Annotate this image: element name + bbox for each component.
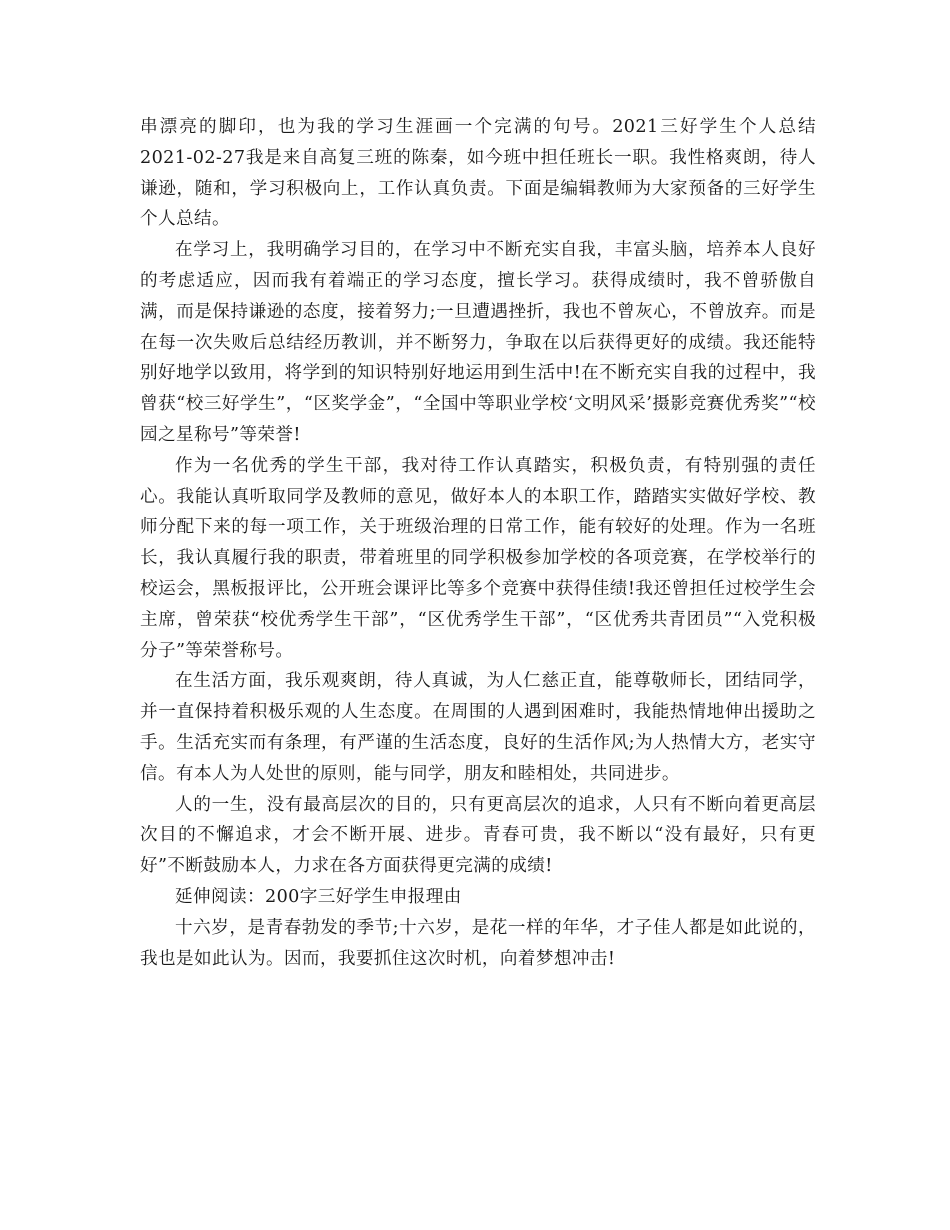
paragraph-conclusion: 人的一生，没有最高层次的目的，只有更高层次的追求，人只有不断向着更高层次目的不懈追求，才会不断开展、进步。青春可贵，我不断以“没有最好，只有更好”不断鼓励本人，力求在各方面获得更完满的成绩! [140, 794, 816, 877]
paragraph-continued: 串漂亮的脚印，也为我的学习生涯画一个完满的句号。2021三好学生个人总结 2021-02-27我是来自高复三班的陈秦，如今班中担任班长一职。我性格爽朗，待人谦逊，随和，学习积极向上，工作认真负责。下面是编辑教师为大家预备的三好学生个人总结。 [140, 117, 816, 230]
document-page [140, 112, 816, 974]
paragraph-life: 在生活方面，我乐观爽朗，待人真诚，为人仁慈正直，能尊敬师长，团结同学，并一直保持着积极乐观的人生态度。在周围的人遇到困难时，我能热情地伸出援助之手。生活充实而有条理，有严谨的生活态度，良好的生活作风;为人热情大方，老实守信。有本人为人处世的原则，能与同学，朋友和睦相处，共同进步。 [140, 671, 816, 784]
paragraph-work: 作为一名优秀的学生干部，我对待工作认真踏实，积极负责，有特别强的责任心。我能认真听取同学及教师的意见，做好本人的本职工作，踏踏实实做好学校、教师分配下来的每一项工作，关于班级治理的日常工作，能有较好的处理。作为一名班长，我认真履行我的职责，带着班里的同学积极参加学校的各项竞赛，在学校举行的校运会，黑板报评比，公开班会课评比等多个竞赛中获得佳绩!我还曾担任过校学生会主席，曾荣获“校优秀学生干部”，“区优秀学生干部”，“区优秀共青团员”“入党积极分子”等荣誉称号。 [140, 455, 816, 661]
extended-reading-heading: 延伸阅读：200字三好学生申报理由 [175, 886, 462, 907]
paragraph-sixteen: 十六岁，是青春勃发的季节;十六岁，是花一样的年华，才子佳人都是如此说的，我也是如此认为。因而，我要抓住这次时机，向着梦想冲击! [140, 917, 816, 969]
paragraph-study: 在学习上，我明确学习目的，在学习中不断充实自我，丰富头脑，培养本人良好的考虑适应，因而我有着端正的学习态度，擅长学习。获得成绩时，我不曾骄傲自满，而是保持谦逊的态度，接着努力;一旦遭遇挫折，我也不曾灰心，不曾放弃。而是在每一次失败后总结经历教训，并不断努力，争取在以后获得更好的成绩。我还能特别好地学以致用，将学到的知识特别好地运用到生活中!在不断充实自我的过程中，我曾获“校三好学生”，“区奖学金”，“全国中等职业学校‘文明风采’摄影竞赛优秀奖”“校园之星称号”等荣誉! [140, 240, 816, 445]
